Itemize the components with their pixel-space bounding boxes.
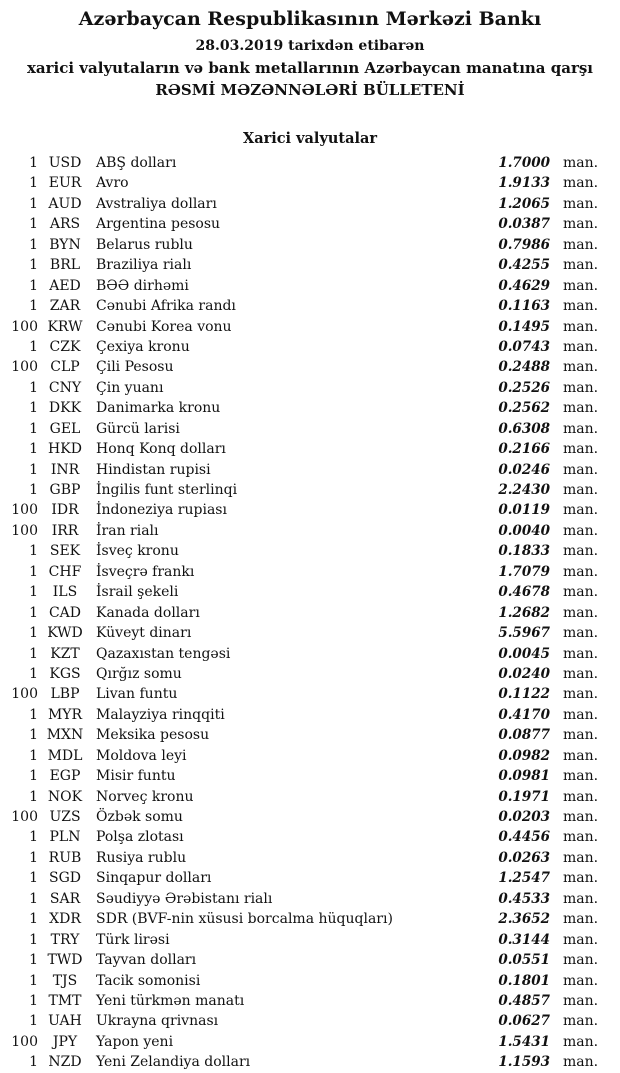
currency-code: ILS bbox=[52, 584, 78, 601]
currency-name: Kanada dolları bbox=[96, 604, 200, 621]
currency-code: ARS bbox=[49, 216, 81, 233]
quantity: 1 bbox=[29, 972, 38, 989]
currency-name: İran rialı bbox=[96, 522, 159, 539]
unit-label: man. bbox=[563, 236, 599, 253]
table-row bbox=[0, 562, 597, 582]
table-row bbox=[0, 276, 597, 296]
currency-code: TJS bbox=[52, 972, 78, 989]
table-row bbox=[0, 582, 597, 602]
bulletin-title: RƏSMİ MƏZƏNNƏLƏRİ BÜLLETENİ bbox=[155, 81, 465, 99]
quantity: 1 bbox=[29, 849, 38, 866]
rate-value: 0.0627 bbox=[498, 1013, 550, 1030]
quantity: 1 bbox=[29, 379, 38, 396]
currency-code: MYR bbox=[47, 706, 83, 723]
currency-code: AUD bbox=[48, 195, 82, 212]
rate-value: 0.0203 bbox=[498, 809, 550, 825]
unit-label: man. bbox=[563, 482, 599, 498]
quantity: 1 bbox=[29, 870, 38, 887]
table-row bbox=[0, 1032, 597, 1052]
currency-name: Moldova leyi bbox=[96, 747, 187, 764]
currency-code: CNY bbox=[48, 379, 82, 396]
rate-value: 0.0981 bbox=[498, 768, 550, 785]
rate-value: 1.7000 bbox=[498, 155, 550, 171]
unit-label: man. bbox=[563, 400, 599, 417]
currency-code: USD bbox=[48, 155, 82, 171]
unit-label: man. bbox=[563, 461, 599, 478]
rate-value: 0.3144 bbox=[498, 931, 550, 948]
currency-name: Polşa zlotası bbox=[96, 829, 184, 846]
currency-code: MDL bbox=[47, 747, 83, 764]
table-row bbox=[0, 153, 597, 173]
table-row bbox=[0, 460, 597, 480]
currency-name: Sinqapur dolları bbox=[96, 870, 212, 887]
unit-label: man. bbox=[563, 522, 599, 539]
table-row bbox=[0, 766, 597, 786]
table-row bbox=[0, 623, 597, 643]
quantity: 1 bbox=[29, 257, 38, 274]
unit-label: man. bbox=[563, 686, 599, 703]
rate-value: 1.5431 bbox=[498, 1033, 550, 1050]
unit-label: man. bbox=[563, 543, 599, 560]
currency-name: Yapon yeni bbox=[96, 1033, 174, 1050]
effective-date-line: 28.03.2019 tarixdən etibarən bbox=[195, 38, 425, 54]
unit-label: man. bbox=[563, 441, 599, 458]
table-row bbox=[0, 296, 597, 316]
currency-name: Honq Konq dolları bbox=[96, 441, 226, 458]
rate-value: 0.2166 bbox=[498, 441, 550, 458]
rate-value: 2.2430 bbox=[498, 482, 550, 498]
quantity: 1 bbox=[29, 216, 38, 233]
quantity: 1 bbox=[29, 338, 38, 355]
quantity: 1 bbox=[29, 175, 38, 192]
currency-name: Meksika pesosu bbox=[96, 727, 210, 744]
rate-value: 0.1801 bbox=[498, 972, 550, 989]
document-subtitle: xarici valyutaların və bank metallarının Azərbaycan manatına qarşı bbox=[26, 59, 594, 77]
unit-label: man. bbox=[563, 420, 599, 437]
quantity: 1 bbox=[29, 543, 38, 560]
table-row bbox=[0, 521, 597, 541]
rate-value: 0.0045 bbox=[498, 645, 550, 662]
quantity: 1 bbox=[29, 768, 38, 785]
currency-name: Türk lirəsi bbox=[96, 931, 170, 948]
unit-label: man. bbox=[563, 195, 599, 212]
table-row bbox=[0, 746, 597, 766]
currency-code: GBP bbox=[49, 482, 81, 498]
unit-label: man. bbox=[563, 584, 599, 601]
currency-name: Norveç kronu bbox=[96, 788, 194, 805]
rate-value: 1.2065 bbox=[498, 195, 550, 212]
table-row bbox=[0, 337, 597, 357]
currency-name: İsrail şekeli bbox=[96, 584, 179, 601]
table-row bbox=[0, 378, 597, 398]
rate-value: 0.7986 bbox=[498, 236, 550, 253]
quantity: 1 bbox=[29, 563, 38, 580]
unit-label: man. bbox=[563, 952, 599, 969]
rate-value: 0.4533 bbox=[498, 890, 550, 907]
quantity: 1 bbox=[29, 911, 38, 928]
rate-value: 0.0246 bbox=[498, 461, 550, 478]
table-row bbox=[0, 807, 597, 827]
table-row bbox=[0, 419, 597, 439]
currency-code: NOK bbox=[47, 788, 83, 805]
unit-label: man. bbox=[563, 257, 599, 274]
quantity: 100 bbox=[11, 502, 38, 519]
quantity: 1 bbox=[29, 584, 38, 601]
table-row bbox=[0, 500, 597, 520]
currency-code: KWD bbox=[47, 625, 83, 642]
rate-value: 0.4678 bbox=[498, 584, 550, 601]
unit-label: man. bbox=[563, 338, 599, 355]
quantity: 1 bbox=[29, 645, 38, 662]
rate-value: 0.0743 bbox=[498, 338, 550, 355]
table-row bbox=[0, 930, 597, 950]
rate-value: 1.1593 bbox=[498, 1054, 550, 1071]
currency-code: KZT bbox=[50, 645, 80, 662]
currency-code: BYN bbox=[49, 236, 81, 253]
currency-name: İngilis funt sterlinqi bbox=[96, 482, 238, 498]
table-row bbox=[0, 439, 597, 459]
unit-label: man. bbox=[563, 1054, 599, 1071]
rate-value: 0.0982 bbox=[498, 747, 550, 764]
currency-code: BRL bbox=[49, 257, 81, 274]
unit-label: man. bbox=[563, 972, 599, 989]
currency-name: Argentina pesosu bbox=[96, 216, 221, 233]
quantity: 1 bbox=[29, 1013, 38, 1030]
currency-code: SEK bbox=[49, 543, 81, 560]
unit-label: man. bbox=[563, 359, 599, 376]
unit-label: man. bbox=[563, 625, 599, 642]
currency-name: İsveçrə frankı bbox=[96, 563, 195, 580]
table-row bbox=[0, 971, 597, 991]
rate-value: 0.6308 bbox=[498, 420, 550, 437]
quantity: 1 bbox=[29, 665, 38, 682]
rate-value: 0.4456 bbox=[498, 829, 550, 846]
table-row bbox=[0, 194, 597, 214]
quantity: 1 bbox=[29, 277, 38, 294]
currency-name: Avstraliya dolları bbox=[96, 195, 217, 212]
unit-label: man. bbox=[563, 563, 599, 580]
currency-code: JPY bbox=[52, 1033, 78, 1050]
table-row bbox=[0, 684, 597, 704]
unit-label: man. bbox=[563, 604, 599, 621]
unit-label: man. bbox=[563, 931, 599, 948]
rate-value: 0.0263 bbox=[498, 849, 550, 866]
currency-name: Tayvan dolları bbox=[96, 952, 197, 969]
rates-table bbox=[0, 153, 620, 1073]
table-row bbox=[0, 480, 597, 500]
currency-name: Çin yuanı bbox=[96, 379, 164, 396]
table-row bbox=[0, 255, 597, 275]
currency-name: Danimarka kronu bbox=[96, 400, 221, 417]
currency-code: KGS bbox=[49, 665, 81, 682]
quantity: 100 bbox=[11, 318, 38, 335]
rate-value: 1.9133 bbox=[498, 175, 550, 192]
rate-value: 0.0119 bbox=[498, 502, 550, 519]
table-row bbox=[0, 603, 597, 623]
rate-value: 0.0040 bbox=[498, 522, 550, 539]
rate-value: 0.4170 bbox=[498, 706, 550, 723]
currency-code: NZD bbox=[48, 1054, 82, 1071]
currency-name: Küveyt dinarı bbox=[96, 625, 192, 642]
currency-code: KRW bbox=[47, 318, 83, 335]
quantity: 1 bbox=[29, 992, 38, 1009]
currency-name: Gürcü larisi bbox=[96, 420, 180, 437]
table-row bbox=[0, 909, 597, 929]
currency-code: EGP bbox=[49, 768, 81, 785]
currency-name: Rusiya rublu bbox=[96, 849, 187, 866]
currency-name: Cənubi Afrika randı bbox=[96, 298, 236, 315]
quantity: 1 bbox=[29, 604, 38, 621]
unit-label: man. bbox=[563, 318, 599, 335]
currency-code: IRR bbox=[51, 522, 79, 539]
unit-label: man. bbox=[563, 829, 599, 846]
currency-name: Hindistan rupisi bbox=[96, 461, 211, 478]
currency-name: Belarus rublu bbox=[96, 236, 193, 253]
unit-label: man. bbox=[563, 155, 599, 171]
unit-label: man. bbox=[563, 992, 599, 1009]
currency-code: CZK bbox=[49, 338, 81, 355]
unit-label: man. bbox=[563, 890, 599, 907]
table-row bbox=[0, 235, 597, 255]
currency-code: GEL bbox=[49, 420, 81, 437]
currency-name: Səudiyyə Ərəbistanı rialı bbox=[96, 890, 273, 907]
currency-name: Çexiya kronu bbox=[96, 338, 190, 355]
table-row bbox=[0, 664, 597, 684]
quantity: 1 bbox=[29, 482, 38, 498]
table-row bbox=[0, 787, 597, 807]
table-row bbox=[0, 889, 597, 909]
currency-code: EUR bbox=[48, 175, 82, 192]
currency-name: İsveç kronu bbox=[96, 543, 179, 560]
unit-label: man. bbox=[563, 277, 599, 294]
unit-label: man. bbox=[563, 216, 599, 233]
quantity: 100 bbox=[11, 686, 38, 703]
currency-name: Qırğız somu bbox=[96, 665, 182, 682]
quantity: 1 bbox=[29, 829, 38, 846]
currency-code: PLN bbox=[49, 829, 81, 846]
currency-code: ZAR bbox=[49, 298, 81, 315]
table-row bbox=[0, 705, 597, 725]
rate-value: 0.2526 bbox=[498, 379, 550, 396]
unit-label: man. bbox=[563, 809, 599, 825]
quantity: 1 bbox=[29, 747, 38, 764]
quantity: 1 bbox=[29, 236, 38, 253]
quantity: 100 bbox=[11, 809, 38, 825]
unit-label: man. bbox=[563, 706, 599, 723]
quantity: 1 bbox=[29, 931, 38, 948]
table-row bbox=[0, 1011, 597, 1031]
rate-value: 0.0387 bbox=[498, 216, 550, 233]
currency-name: Avro bbox=[96, 175, 129, 192]
quantity: 1 bbox=[29, 706, 38, 723]
table-row bbox=[0, 950, 597, 970]
currency-name: Ukrayna qrivnası bbox=[96, 1013, 219, 1030]
currency-code: CAD bbox=[48, 604, 82, 621]
document-header bbox=[0, 0, 620, 101]
currency-code: INR bbox=[50, 461, 80, 478]
rate-value: 2.3652 bbox=[498, 911, 550, 928]
currency-name: Yeni türkmən manatı bbox=[96, 992, 245, 1009]
rate-value: 1.2682 bbox=[498, 604, 550, 621]
unit-label: man. bbox=[563, 379, 599, 396]
currency-name: SDR (BVF-nin xüsusi borcalma hüquqları) bbox=[96, 911, 393, 928]
currency-name: Cənubi Korea vonu bbox=[96, 318, 232, 335]
currency-name: ABŞ dolları bbox=[96, 155, 177, 171]
currency-code: UAH bbox=[48, 1013, 82, 1030]
unit-label: man. bbox=[563, 645, 599, 662]
rate-value: 0.1833 bbox=[498, 543, 550, 560]
rate-value: 1.7079 bbox=[498, 563, 550, 580]
currency-code: SAR bbox=[49, 890, 81, 907]
quantity: 100 bbox=[11, 1033, 38, 1050]
currency-name: İndoneziya rupiası bbox=[96, 502, 227, 519]
currency-code: TWD bbox=[47, 952, 83, 969]
unit-label: man. bbox=[563, 298, 599, 315]
quantity: 1 bbox=[29, 461, 38, 478]
unit-label: man. bbox=[563, 911, 599, 928]
currency-code: CLP bbox=[50, 359, 80, 376]
rate-value: 0.1495 bbox=[498, 318, 550, 335]
unit-label: man. bbox=[563, 768, 599, 785]
rate-value: 0.1971 bbox=[498, 788, 550, 805]
currency-name: Misir funtu bbox=[96, 768, 176, 785]
currency-code: XDR bbox=[49, 911, 81, 928]
table-row bbox=[0, 644, 597, 664]
rate-value: 0.0240 bbox=[498, 665, 550, 682]
unit-label: man. bbox=[563, 727, 599, 744]
table-row bbox=[0, 398, 597, 418]
rate-value: 1.2547 bbox=[498, 870, 550, 887]
currency-name: Tacik somonisi bbox=[96, 972, 201, 989]
currency-code: TRY bbox=[50, 931, 80, 948]
quantity: 100 bbox=[11, 359, 38, 376]
section-title-foreign-currencies: Xarici valyutalar bbox=[242, 130, 378, 147]
table-row bbox=[0, 173, 597, 193]
rate-value: 0.1122 bbox=[498, 686, 550, 703]
rate-value: 0.0551 bbox=[498, 952, 550, 969]
currency-name: Qazaxıstan tengəsi bbox=[96, 645, 231, 662]
table-row bbox=[0, 317, 597, 337]
rate-value: 0.2488 bbox=[498, 359, 550, 376]
quantity: 1 bbox=[29, 298, 38, 315]
table-row bbox=[0, 827, 597, 847]
currency-name: Özbək somu bbox=[96, 809, 183, 825]
currency-code: DKK bbox=[48, 400, 82, 417]
unit-label: man. bbox=[563, 747, 599, 764]
currency-name: Yeni Zelandiya dolları bbox=[96, 1054, 251, 1071]
currency-name: Malayziya rinqqiti bbox=[96, 706, 225, 723]
unit-label: man. bbox=[563, 849, 599, 866]
table-row bbox=[0, 848, 597, 868]
currency-code: AED bbox=[49, 277, 81, 294]
currency-code: SGD bbox=[49, 870, 81, 887]
unit-label: man. bbox=[563, 665, 599, 682]
quantity: 1 bbox=[29, 400, 38, 417]
rate-value: 5.5967 bbox=[498, 625, 550, 642]
bank-title: Azərbaycan Respublikasının Mərkəzi Bankı bbox=[78, 8, 542, 30]
table-row bbox=[0, 357, 597, 377]
currency-code: HKD bbox=[48, 441, 82, 458]
currency-name: Livan funtu bbox=[96, 686, 178, 703]
currency-code: LBP bbox=[50, 686, 80, 703]
rate-value: 0.1163 bbox=[498, 298, 550, 315]
unit-label: man. bbox=[563, 870, 599, 887]
currency-code: RUB bbox=[48, 849, 82, 866]
table-row bbox=[0, 991, 597, 1011]
quantity: 1 bbox=[29, 1054, 38, 1071]
currency-name: Braziliya rialı bbox=[96, 257, 192, 274]
currency-code: UZS bbox=[49, 809, 81, 825]
currency-code: MXN bbox=[46, 727, 84, 744]
rate-value: 0.4255 bbox=[498, 257, 550, 274]
unit-label: man. bbox=[563, 788, 599, 805]
rate-value: 0.0877 bbox=[498, 727, 550, 744]
table-row bbox=[0, 1052, 597, 1072]
unit-label: man. bbox=[563, 502, 599, 519]
quantity: 1 bbox=[29, 195, 38, 212]
table-row bbox=[0, 725, 597, 745]
unit-label: man. bbox=[563, 1033, 599, 1050]
currency-code: IDR bbox=[51, 502, 79, 519]
currency-code: CHF bbox=[48, 563, 82, 580]
quantity: 1 bbox=[29, 420, 38, 437]
quantity: 1 bbox=[29, 441, 38, 458]
currency-name: BƏƏ dirhəmi bbox=[96, 277, 189, 294]
table-row bbox=[0, 541, 597, 561]
rate-value: 0.4629 bbox=[498, 277, 550, 294]
currency-code: TMT bbox=[48, 992, 82, 1009]
table-row bbox=[0, 214, 597, 234]
quantity: 1 bbox=[29, 727, 38, 744]
rate-value: 0.4857 bbox=[498, 992, 550, 1009]
quantity: 1 bbox=[29, 952, 38, 969]
quantity: 1 bbox=[29, 625, 38, 642]
quantity: 1 bbox=[29, 890, 38, 907]
quantity: 1 bbox=[29, 155, 38, 171]
currency-name: Çili Pesosu bbox=[96, 359, 174, 376]
table-row bbox=[0, 868, 597, 888]
quantity: 100 bbox=[11, 522, 38, 539]
rate-value: 0.2562 bbox=[498, 400, 550, 417]
quantity: 1 bbox=[29, 788, 38, 805]
unit-label: man. bbox=[563, 1013, 599, 1030]
unit-label: man. bbox=[563, 175, 599, 192]
